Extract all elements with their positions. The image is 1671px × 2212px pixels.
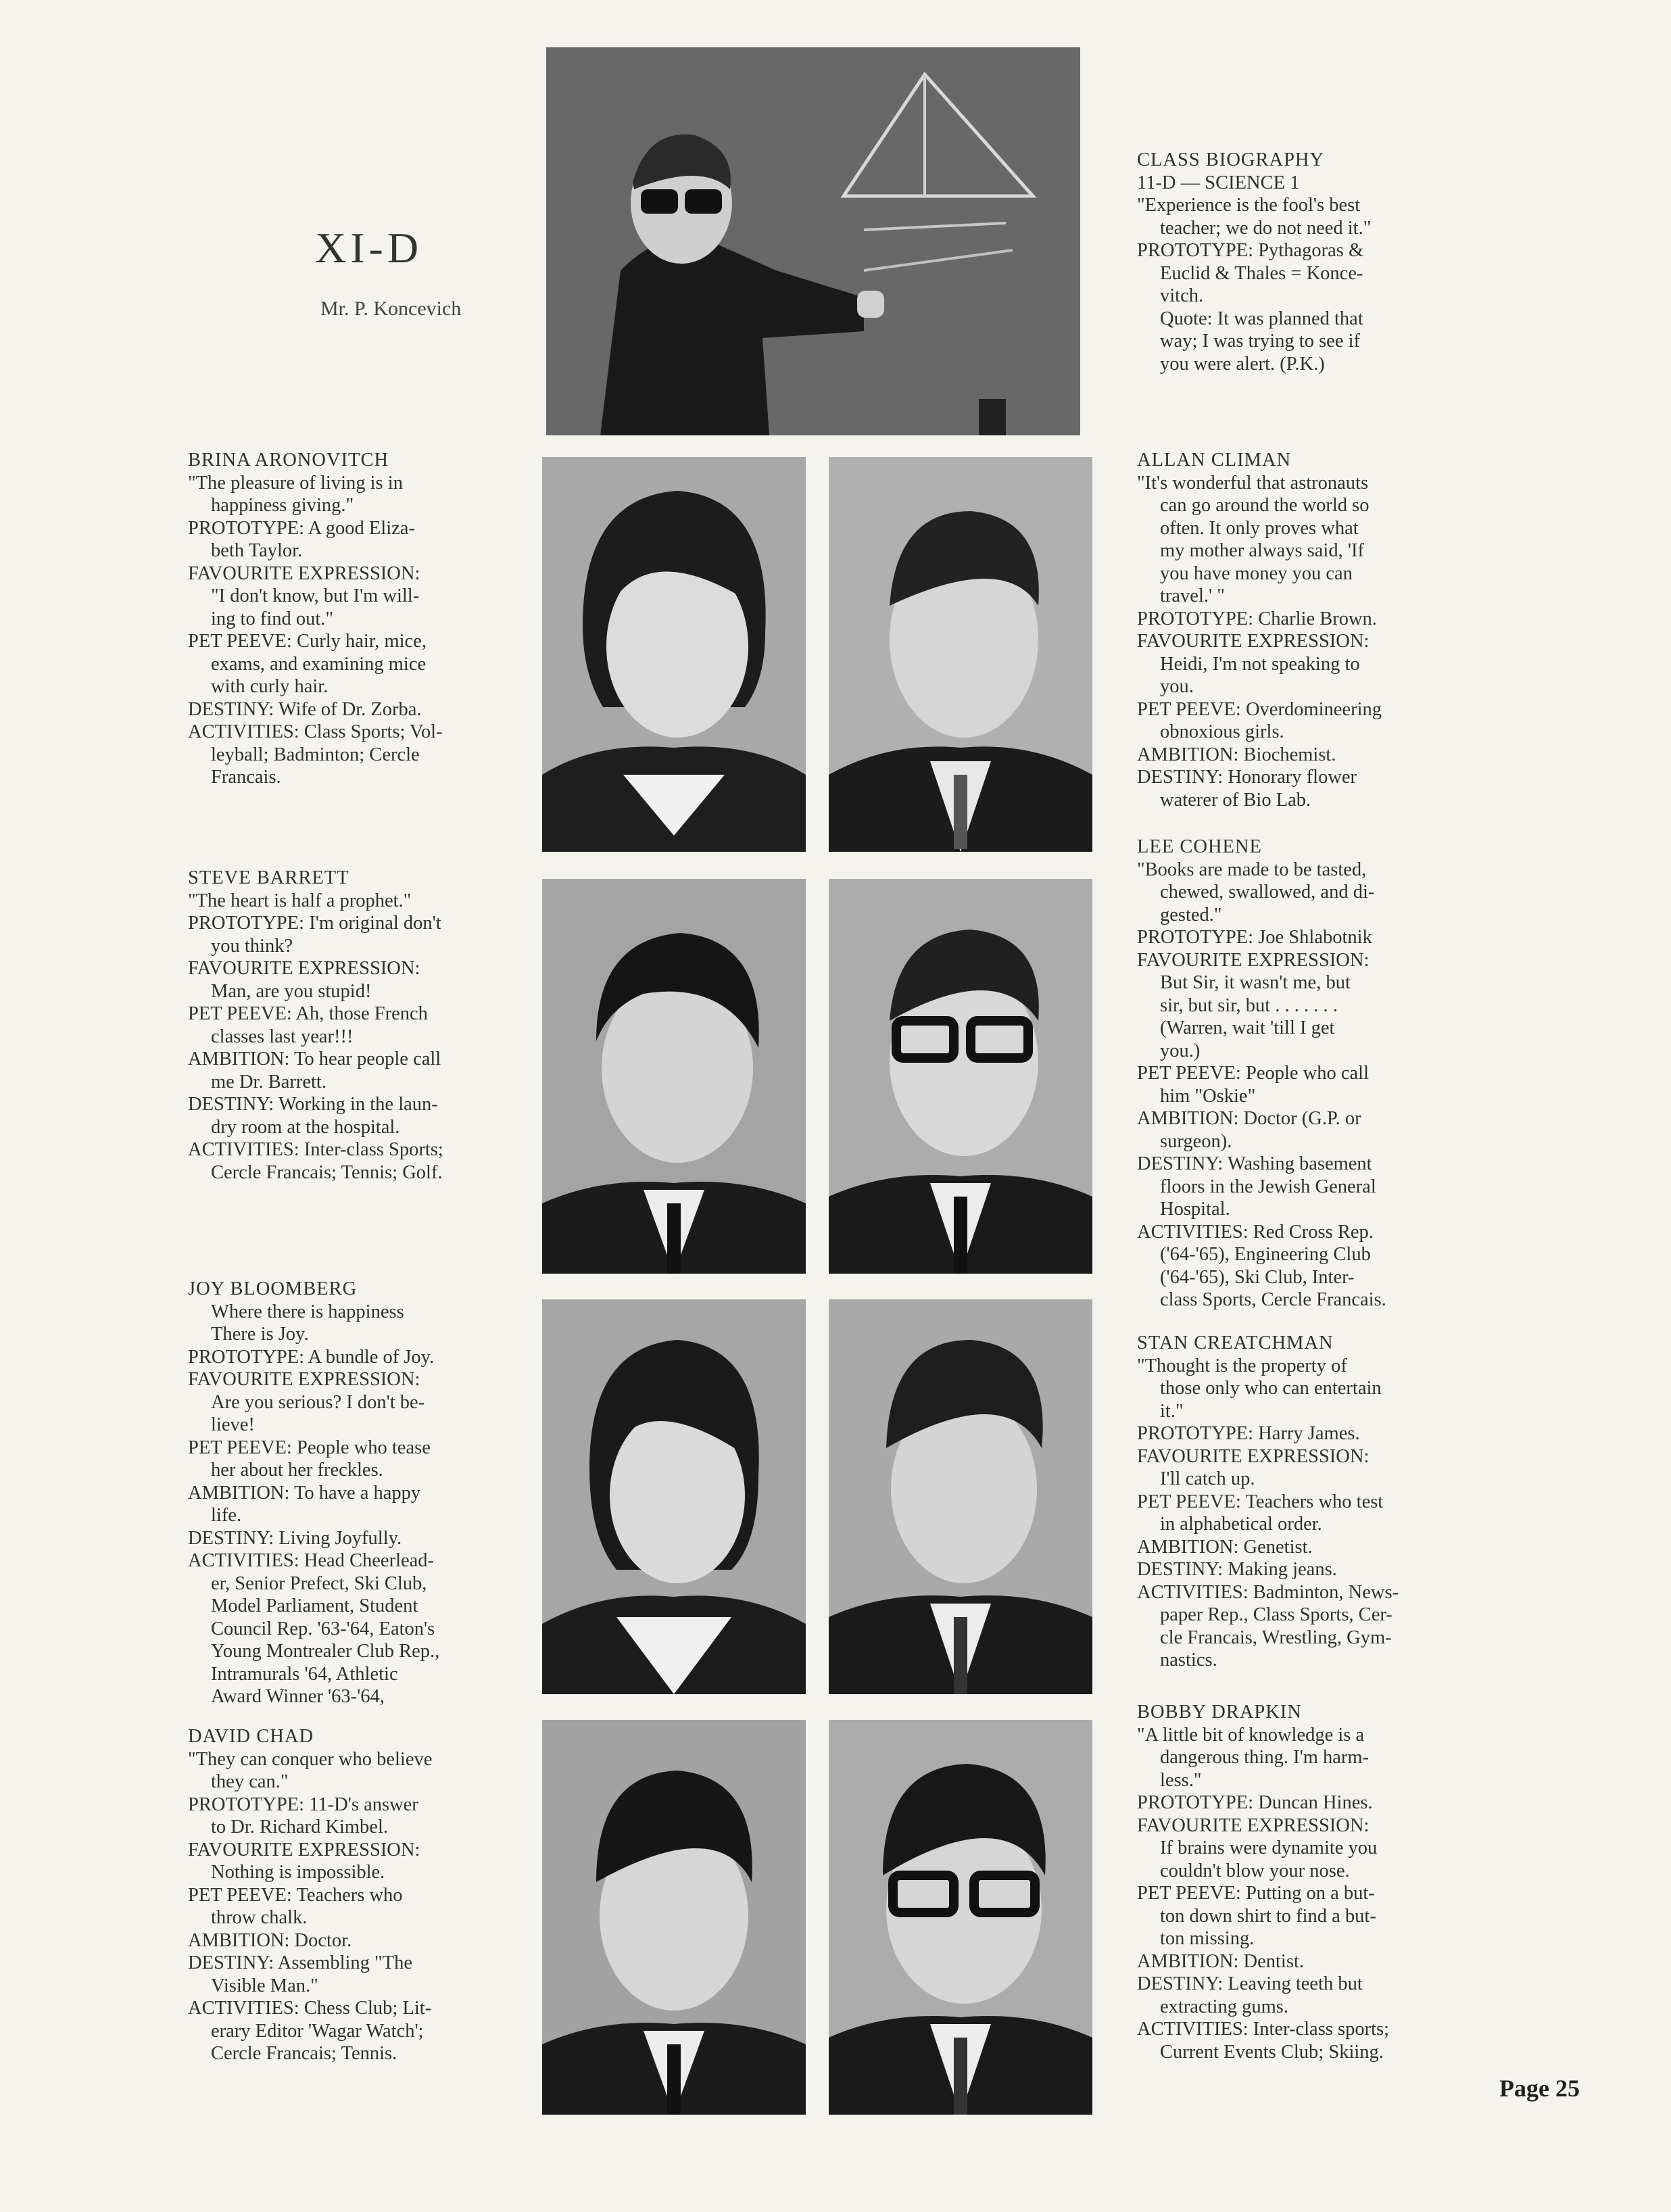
bio-line: PET PEEVE: People who tease [188, 1437, 431, 1458]
bio-line: ACTIVITIES: Badminton, News- [1137, 1581, 1399, 1603]
bio-line: FAVOURITE EXPRESSION: [1137, 631, 1370, 652]
bio-line: dangerous thing. I'm harm- [1160, 1747, 1370, 1768]
bio-line: DESTINY: Working in the laun- [188, 1094, 438, 1115]
bio-line: often. It only proves what [1160, 517, 1359, 539]
teacher-photo-image [546, 47, 1080, 435]
bio-line: "It's wonderful that astronauts [1137, 472, 1369, 494]
bio-line: Heidi, I'm not speaking to [1160, 653, 1360, 675]
bio-line: you. [1160, 676, 1194, 697]
bio-line: I'll catch up. [1160, 1468, 1255, 1489]
student-photo-stan-creatchman [829, 1299, 1092, 1694]
student-photo-steve-barrett [542, 879, 806, 1274]
bio-line: vitch. [1160, 285, 1204, 306]
bio-line: "The pleasure of living is in [188, 472, 403, 494]
bio-line: Cercle Francais; Tennis. [211, 2043, 397, 2064]
bio-line: PROTOTYPE: I'm original don't [188, 913, 441, 934]
bio-line: FAVOURITE EXPRESSION: [188, 958, 420, 979]
bio-line: surgeon). [1160, 1130, 1232, 1152]
bio-line: FAVOURITE EXPRESSION: [1137, 949, 1370, 971]
bio-line: AMBITION: Genetist. [1137, 1536, 1313, 1558]
portrait-image [542, 457, 806, 852]
bio-line: DESTINY: Leaving teeth but [1137, 1973, 1363, 1994]
bio-line: Cercle Francais; Tennis; Golf. [211, 1161, 443, 1183]
bio-line: PROTOTYPE: Duncan Hines. [1137, 1792, 1373, 1813]
bio-line: "Books are made to be tasted, [1137, 859, 1367, 880]
student-name: STAN CREATCHMAN [1137, 1332, 1334, 1353]
bio-line: AMBITION: To have a happy [188, 1482, 421, 1504]
bio-line: lieve! [211, 1414, 255, 1435]
bio-line: DESTINY: Honorary flower [1137, 767, 1357, 788]
bio-line: you have money you can [1160, 562, 1353, 584]
portrait-image [542, 1720, 806, 2115]
bio-line: FAVOURITE EXPRESSION: [188, 1369, 420, 1390]
bio-line: chewed, swallowed, and di- [1160, 882, 1375, 903]
student-name: ALLAN CLIMAN [1137, 450, 1292, 471]
bio-line: PROTOTYPE: Joe Shlabotnik [1137, 927, 1372, 948]
bio-line: him "Oskie" [1160, 1085, 1256, 1107]
bio-line: AMBITION: Biochemist. [1137, 744, 1336, 765]
bio-line: PET PEEVE: Curly hair, mice, [188, 631, 427, 652]
teacher-photo [546, 47, 1080, 435]
bio-line: my mother always said, 'If [1160, 540, 1364, 561]
bio-line: Visible Man." [211, 1975, 318, 1996]
student-name: STEVE BARRETT [188, 867, 349, 888]
student-name: BRINA ARONOVITCH [188, 450, 389, 471]
bio-line: floors in the Jewish General [1160, 1176, 1376, 1197]
bio-line: you think? [211, 935, 293, 957]
bio-line: PET PEEVE: Teachers who [188, 1884, 403, 1906]
student-name: DAVID CHAD [188, 1726, 314, 1747]
bio-line: leyball; Badminton; Cercle [211, 744, 420, 765]
bio-line: Euclid & Thales = Konce- [1160, 262, 1363, 284]
bio-line: DESTINY: Making jeans. [1137, 1559, 1337, 1580]
bio-line: PET PEEVE: People who call [1137, 1063, 1370, 1084]
portrait-image [829, 879, 1092, 1274]
bio-line: AMBITION: Doctor. [188, 1929, 352, 1951]
student-photo-lee-cohene [829, 879, 1092, 1274]
bio-line: Model Parliament, Student [211, 1595, 418, 1616]
bio-line: Man, are you stupid! [211, 980, 372, 1002]
bio-line: cle Francais, Wrestling, Gym- [1160, 1627, 1392, 1648]
bio-line: DESTINY: Wife of Dr. Zorba. [188, 698, 422, 720]
bio-line: ing to find out." [211, 608, 334, 629]
bio-line: Council Rep. '63-'64, Eaton's [211, 1618, 435, 1639]
bio-line: "They can conquer who believe [188, 1748, 433, 1770]
bio-line: me Dr. Barrett. [211, 1071, 326, 1092]
bio-line: erary Editor 'Wagar Watch'; [211, 2020, 424, 2042]
bio-line: 11-D — SCIENCE 1 [1137, 172, 1300, 193]
portrait-image [542, 1299, 806, 1694]
bio-line: sir, but sir, but . . . . . . . [1160, 994, 1338, 1016]
bio-line: less." [1160, 1769, 1202, 1791]
bio-line: PET PEEVE: Overdomineering [1137, 698, 1382, 720]
bio-line: PROTOTYPE: Harry James. [1137, 1423, 1360, 1444]
bio-line: "I don't know, but I'm will- [211, 585, 420, 606]
bio-line: you.) [1160, 1040, 1201, 1061]
bio-line: nastics. [1160, 1650, 1217, 1670]
bio-line: AMBITION: To hear people call [188, 1049, 441, 1069]
bio-line: classes last year!!! [211, 1026, 354, 1047]
class-biography-title: CLASS BIOGRAPHY [1137, 149, 1325, 170]
bio-line: Quote: It was planned that [1160, 308, 1363, 329]
bio-line: ACTIVITIES: Class Sports; Vol- [188, 721, 443, 742]
bio-line: paper Rep., Class Sports, Cer- [1160, 1604, 1392, 1625]
bio-line: Current Events Club; Skiing. [1160, 2041, 1384, 2063]
bio-line: DESTINY: Washing basement [1137, 1153, 1372, 1174]
bio-line: teacher; we do not need it." [1160, 217, 1372, 239]
bio-line: dry room at the hospital. [211, 1116, 400, 1138]
bio-line: you were alert. (P.K.) [1160, 353, 1325, 375]
bio-line: DESTINY: Assembling "The [188, 1952, 412, 1973]
bio-line: But Sir, it wasn't me, but [1160, 972, 1351, 993]
bio-line: couldn't blow your nose. [1160, 1860, 1350, 1881]
student-photo-joy-bloomberg [542, 1299, 806, 1694]
portrait-image [829, 457, 1092, 852]
bio-line: waterer of Bio Lab. [1160, 789, 1311, 811]
bio-line: extracting gums. [1160, 1996, 1288, 2017]
bio-line: they can." [211, 1771, 289, 1792]
portrait-image [829, 1299, 1092, 1694]
bio-lee-cohene [1137, 836, 1443, 1312]
bio-line: ACTIVITIES: Inter-class sports; [1137, 2019, 1390, 2040]
bio-steve-barrett [188, 867, 485, 1184]
bio-line: FAVOURITE EXPRESSION: [1137, 1445, 1370, 1467]
bio-line: PROTOTYPE: 11-D's answer [188, 1794, 418, 1815]
bio-line: ('64-'65), Ski Club, Inter- [1160, 1266, 1355, 1288]
bio-line: in alphabetical order. [1160, 1514, 1322, 1535]
bio-line: Young Montrealer Club Rep., [211, 1641, 440, 1662]
bio-line: throw chalk. [211, 1907, 308, 1928]
class-biography [1137, 149, 1434, 375]
bio-line: er, Senior Prefect, Ski Club, [211, 1572, 427, 1594]
bio-line: FAVOURITE EXPRESSION: [1137, 1814, 1370, 1836]
bio-line: travel.' " [1160, 585, 1225, 606]
bio-line: PROTOTYPE: Pythagoras & [1137, 240, 1364, 261]
bio-line: ton down shirt to find a but- [1160, 1905, 1376, 1927]
bio-line: Are you serious? I don't be- [211, 1391, 425, 1413]
bio-line: gested." [1160, 904, 1222, 925]
bio-line: ACTIVITIES: Red Cross Rep. [1137, 1221, 1374, 1243]
bio-line: "A little bit of knowledge is a [1137, 1724, 1365, 1746]
bio-line: Francais. [211, 767, 281, 788]
bio-line: AMBITION: Dentist. [1137, 1950, 1304, 1972]
bio-brina-aronovitch [188, 449, 485, 789]
bio-line: Nothing is impossible. [211, 1862, 385, 1883]
teacher-name: Mr. P. Koncevich [320, 297, 462, 320]
bio-line: class Sports, Cercle Francais. [1160, 1289, 1386, 1310]
bio-line: PROTOTYPE: A bundle of Joy. [188, 1346, 435, 1368]
bio-line: beth Taylor. [211, 540, 303, 561]
portrait-image [542, 879, 806, 1274]
bio-line: Intramurals '64, Athletic [211, 1663, 398, 1685]
student-photo-bobby-drapkin [829, 1720, 1092, 2115]
bio-line: Award Winner '63-'64, [211, 1686, 385, 1707]
bio-line: ACTIVITIES: Head Cheerlead- [188, 1550, 435, 1571]
page-number: Page 25 [1499, 2075, 1580, 2102]
bio-line: her about her freckles. [211, 1460, 383, 1481]
bio-line: obnoxious girls. [1160, 721, 1284, 742]
student-name: LEE COHENE [1137, 836, 1262, 857]
bio-line: Hospital. [1160, 1199, 1230, 1220]
bio-line: "Thought is the property of [1137, 1355, 1347, 1376]
bio-line: PROTOTYPE: A good Eliza- [188, 517, 415, 539]
bio-line: with curly hair. [211, 676, 329, 697]
bio-line: "Experience is the fool's best [1137, 195, 1361, 216]
bio-line: ACTIVITIES: Inter-class Sports; [188, 1139, 443, 1160]
bio-line: ('64-'65), Engineering Club [1160, 1244, 1371, 1265]
bio-line: If brains were dynamite you [1160, 1837, 1378, 1858]
portrait-image [829, 1720, 1092, 2115]
bio-line: happiness giving." [211, 495, 354, 516]
bio-line: can go around the world so [1160, 495, 1370, 516]
bio-line: PROTOTYPE: Charlie Brown. [1137, 608, 1377, 629]
bio-bobby-drapkin [1137, 1701, 1443, 2063]
bio-david-chad [188, 1725, 485, 2065]
bio-line: DESTINY: Living Joyfully. [188, 1527, 402, 1549]
bio-allan-climan [1137, 449, 1443, 811]
bio-line: ton missing. [1160, 1928, 1255, 1949]
bio-line: exams, and examining mice [211, 653, 427, 675]
student-photo-allan-climan [829, 457, 1092, 852]
student-name: JOY BLOOMBERG [188, 1278, 358, 1299]
bio-line: those only who can entertain [1160, 1378, 1382, 1399]
bio-line: PET PEEVE: Ah, those French [188, 1003, 428, 1024]
bio-line: (Warren, wait 'till I get [1160, 1017, 1335, 1038]
student-name: BOBBY DRAPKIN [1137, 1702, 1302, 1723]
bio-line: it." [1160, 1400, 1184, 1422]
bio-joy-bloomberg [188, 1278, 485, 1708]
bio-line: "The heart is half a prophet." [188, 890, 412, 911]
class-title: XI-D [315, 224, 423, 272]
bio-line: PET PEEVE: Putting on a but- [1137, 1883, 1375, 1904]
bio-line: way; I was trying to see if [1160, 331, 1361, 352]
bio-line: life. [211, 1505, 242, 1526]
bio-line: FAVOURITE EXPRESSION: [188, 1839, 420, 1860]
bio-line: to Dr. Richard Kimbel. [211, 1817, 388, 1837]
bio-line: Where there is happiness [211, 1301, 404, 1322]
student-photo-brina-aronovitch [542, 457, 806, 852]
bio-line: AMBITION: Doctor (G.P. or [1137, 1108, 1361, 1129]
bio-line: ACTIVITIES: Chess Club; Lit- [188, 1998, 432, 2019]
student-photo-david-chad [542, 1720, 806, 2115]
bio-line: FAVOURITE EXPRESSION: [188, 562, 420, 584]
bio-stan-creatchman [1137, 1332, 1443, 1672]
bio-line: There is Joy. [211, 1324, 309, 1345]
bio-line: PET PEEVE: Teachers who test [1137, 1491, 1384, 1512]
